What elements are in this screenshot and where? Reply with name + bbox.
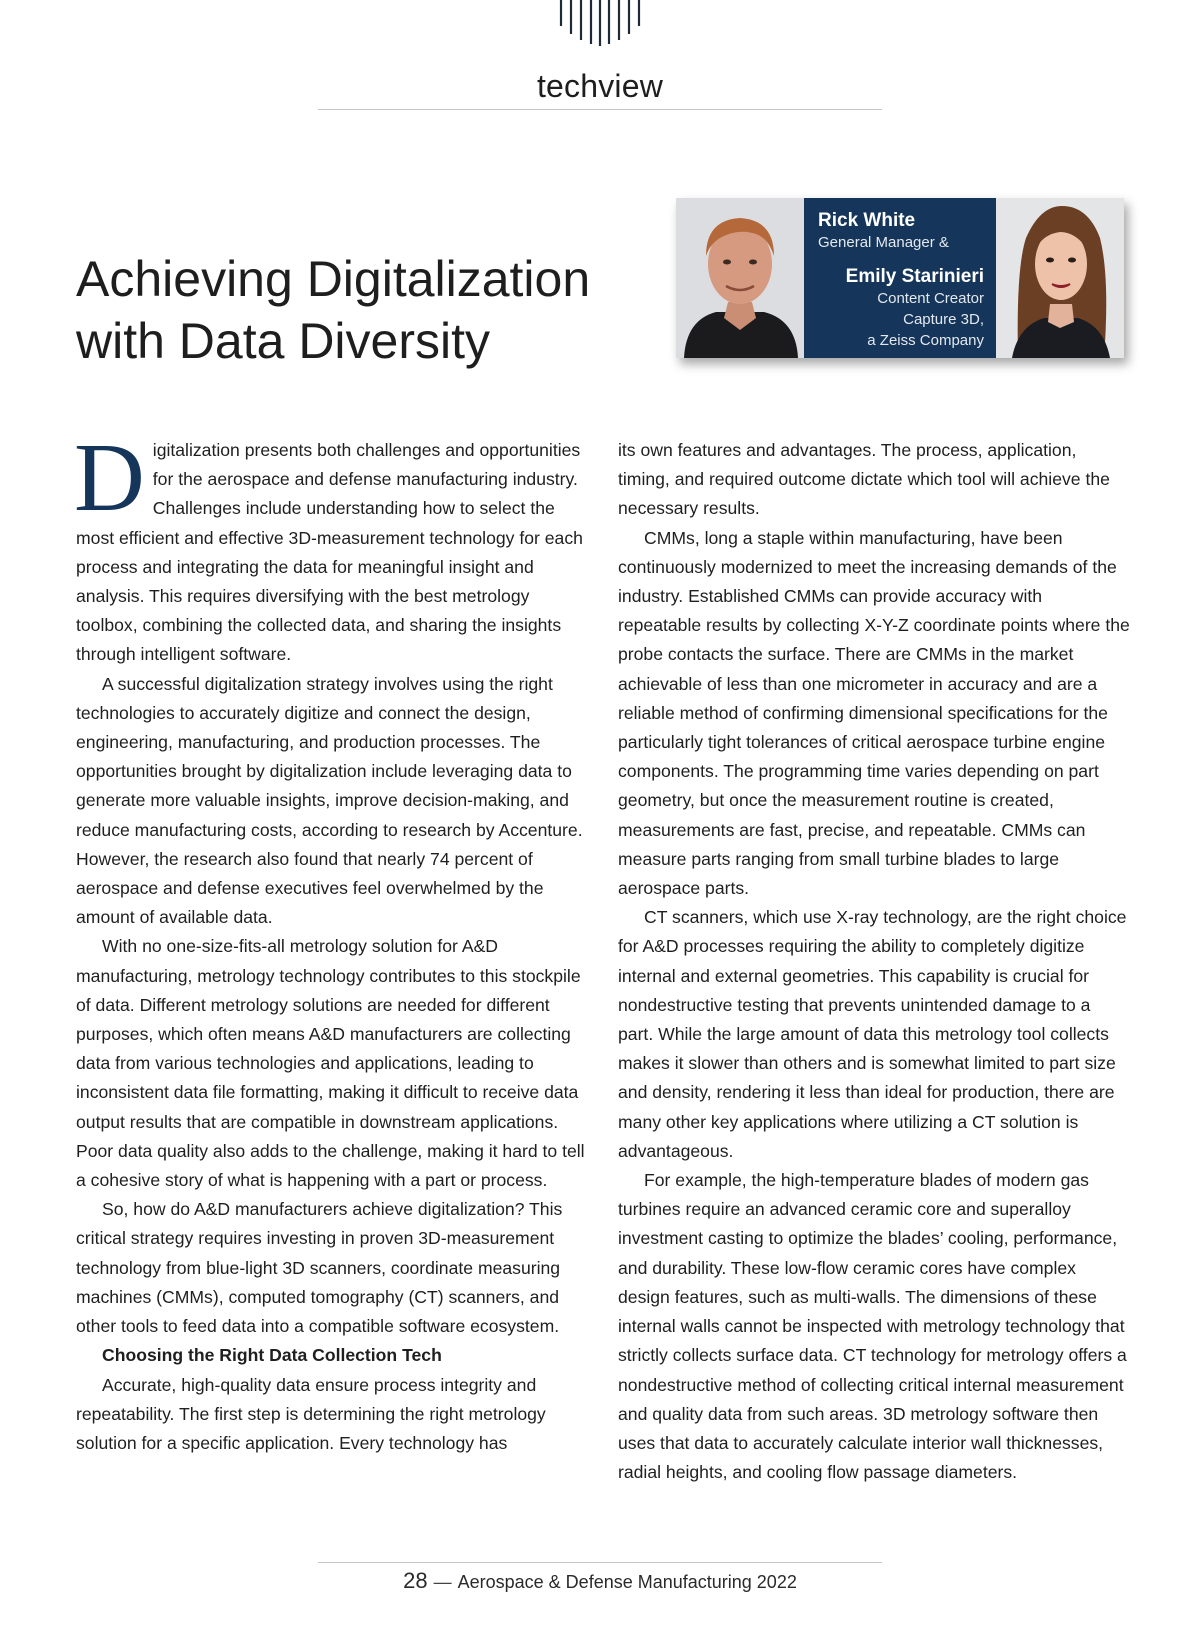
author-2-title: Content Creator: [877, 290, 984, 307]
body-paragraph: A successful digitalization strategy involves using the right technologies to accurately digitize and connect the design, engineering, manufacturing, and production processes. The opportunities brought by digitalization include leveraging data to generate more valuable insights, improve decision-making, and reduce manufacturing costs, according to research by Accenture. However, the research also found that nearly 74 percent of aerospace and defense executives feel overwhelmed by the amount of available data.: [76, 673, 583, 928]
paragraph-text: igitalization presents both challenges and opportunities for the aerospace and defense manufacturing industry. Challenges include understanding how to select the most efficient and effective 3D-measurement technology for each process and integrating the data for meaningful insight and analysis. This requires diversifying with the best metrology toolbox, combining the collected data, and sharing the insights through intelligent software.: [76, 440, 583, 665]
headline-line-1: Achieving Digitalization: [76, 251, 591, 307]
footer-dash: —: [433, 1572, 452, 1592]
body-column-left: [74, 424, 586, 1458]
body-paragraph: Accurate, high-quality data ensure process integrity and repeatability. The first step is determining the right metrology solution for a specific application. Every technology has: [76, 1374, 546, 1453]
body-paragraph: For example, the high-temperature blades of modern gas turbines require an advanced ceramic core and superalloy investment casting to optimize the blades’ cooling, performance, and durability. These low-flow ceramic cores have complex design features, such as multi-walls. The dimensions of these internal walls cannot be inspected with metrology technology that strictly collects surface data. CT technology for metrology offers a nondestructive method of collecting critical internal measurement and quality data from such areas. 3D metrology software then uses that data to accurately calculate interior wall thicknesses, radial heights, and cooling flow passage diameters.: [618, 1170, 1127, 1483]
body-paragraph: CT scanners, which use X-ray technology, are the right choice for A&D processes requiring the ability to completely digitize internal and external geometries. This capability is crucial for nondestructive testing that prevents unintended damage to a part. While the large amount of data this metrology tool collects makes it slower than others and is somewhat limited to part size and density, rendering it less than ideal for production, there are many other key applications where utilizing a CT solution is advantageous.: [618, 907, 1127, 1161]
body-column-right: [618, 436, 1130, 1487]
body-paragraph: its own features and advantages. The process, application, timing, and required outcome dictate which tool will achieve the necessary results.: [618, 440, 1110, 519]
drop-cap: D: [74, 424, 145, 532]
page-number: 28: [403, 1568, 428, 1593]
headline-line-2: with Data Diversity: [76, 313, 490, 369]
bottom-divider: [318, 1562, 882, 1563]
body-paragraph: [74, 424, 586, 670]
author-photo-emily-starinieri: [996, 198, 1124, 358]
publication-name: Aerospace & Defense Manufacturing 2022: [457, 1572, 797, 1592]
article-headline: [76, 248, 636, 372]
author-1-name: Rick White: [818, 210, 916, 231]
body-paragraph: CMMs, long a staple within manufacturing, have been continuously modernized to meet the increasing demands of the industry. Established CMMs can provide accuracy with repeatable results by collecting X-Y-Z coordinate points where the probe contacts the surface. There are CMMs in the market achievable of less than one micrometer in accuracy and are a reliable method of confirming dimensional specifications for the particularly tight tolerances of critical aerospace turbine engine components. The programming time varies depending on part geometry, but once the measurement routine is created, measurements are fast, precise, and repeatable. CMMs can measure parts ranging from small turbine blades to large aerospace parts.: [618, 527, 1130, 899]
top-divider: [318, 109, 882, 110]
company-line-1: Capture 3D,: [903, 311, 984, 328]
body-paragraph: So, how do A&D manufacturers achieve digitalization? This critical strategy requires investing in proven 3D-measurement technology from blue-light 3D scanners, coordinate measuring machines (CMMs), computed tomography (CT) scanners, and other tools to feed data into a compatible software ecosystem.: [76, 1199, 563, 1337]
author-byline-box: [676, 198, 1124, 358]
company-line-2: a Zeiss Company: [867, 332, 984, 349]
author-photo-rick-white: [676, 198, 804, 358]
author-1-title: General Manager &: [818, 234, 949, 251]
section-subheading: Choosing the Right Data Collection Tech: [102, 1345, 442, 1366]
page-footer: [0, 1568, 1200, 1594]
body-paragraph: With no one-size-fits-all metrology solution for A&D manufacturing, metrology technology contributes to this stockpile of data. Different metrology solutions are needed for different purposes, which often means A&D manufacturers are collecting data from various technologies and applications, leading to inconsistent data file formatting, making it difficult to receive data output results that are compatible in downstream applications. Poor data quality also adds to the challenge, making it hard to tell a cohesive story of what is happening with a part or process.: [76, 936, 585, 1191]
author-name-panel: [804, 198, 996, 358]
author-2-name: Emily Starinieri: [845, 266, 984, 287]
section-label: techview: [536, 68, 664, 104]
decorative-lines-graphic: [557, 0, 643, 48]
